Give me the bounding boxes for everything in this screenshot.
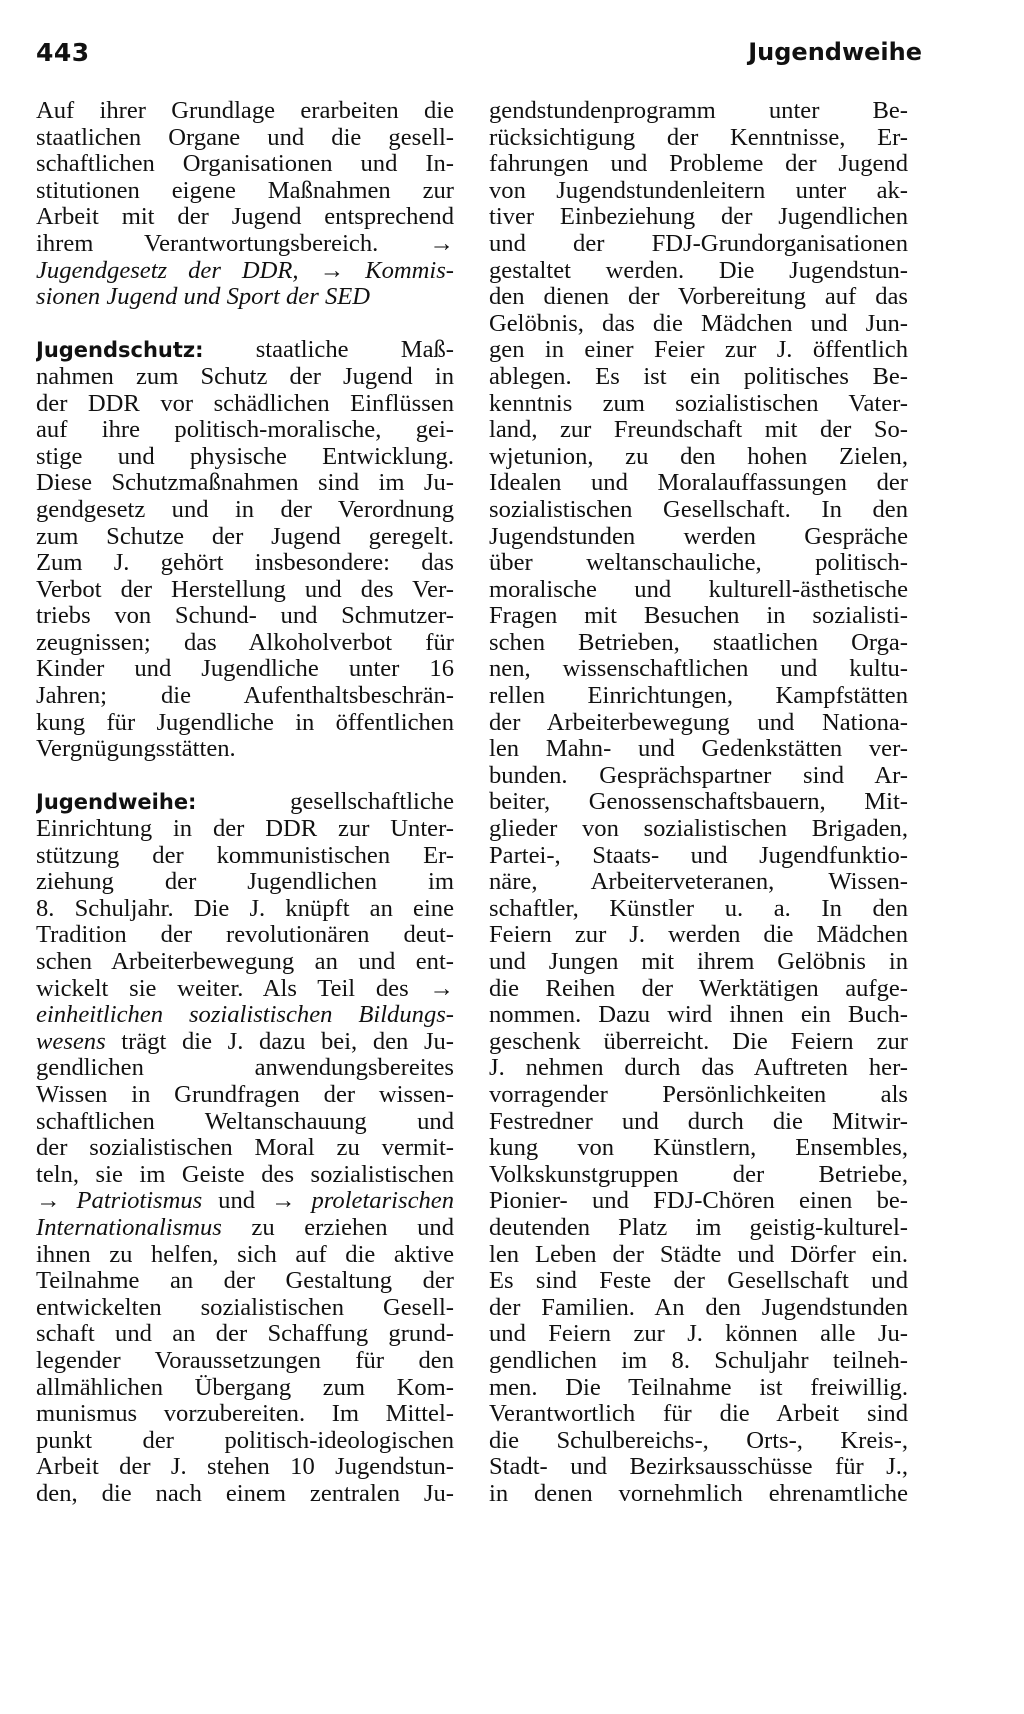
text-line (489, 1188, 908, 1215)
text-line (489, 231, 908, 258)
text-run: trägt die J. dazu bei, den Ju- (105, 1028, 454, 1055)
text-run: rellen Einrichtungen, Kampfstätten (489, 683, 908, 710)
text-line (36, 896, 454, 923)
text-line (36, 1348, 454, 1375)
cross-reference: Jugendgesetz der DDR, (36, 257, 299, 284)
text-line (489, 1454, 908, 1481)
text-run: gendlichen im 8. Schuljahr teilneh- (489, 1347, 908, 1374)
text-line (489, 178, 908, 205)
text-run: Arbeit der J. stehen 10 Jugendstun- (36, 1454, 454, 1481)
text-line (489, 98, 908, 125)
text-run: Partei-, Staats- und Jugendfunktio- (489, 842, 908, 869)
text-line (489, 550, 908, 577)
text-line (36, 284, 454, 311)
text-run: die Reihen der Werktätigen aufge- (489, 975, 908, 1002)
text-line (489, 603, 908, 630)
text-line (36, 816, 454, 843)
cross-reference: proletarischen (311, 1188, 454, 1215)
text-run: ihrem Verantwortungsbereich. → (36, 230, 454, 257)
text-line (489, 1481, 908, 1508)
text-run: len Leben der Städte und Dörfer ein. (489, 1241, 908, 1268)
text-line (36, 125, 454, 152)
text-line (36, 736, 454, 763)
text-run: schaftlichen Weltanschauung und (36, 1108, 454, 1135)
text-line (36, 789, 454, 816)
text-run: gesellschaftliche (196, 789, 454, 816)
text-line (36, 1135, 454, 1162)
text-run: Gelöbnis, das die Mädchen und Jun- (489, 310, 908, 337)
text-line (489, 1428, 908, 1455)
text-line (489, 949, 908, 976)
text-line (489, 1109, 908, 1136)
text-run: Zum J. gehört insbesondere: das (36, 550, 454, 577)
text-run: Fragen mit Besuchen in sozialisti- (489, 603, 908, 630)
text-run: schen Arbeiterbewegung an und ent- (36, 949, 454, 975)
text-line (36, 1321, 454, 1348)
text-run: und der FDJ-Grundorganisationen (489, 230, 908, 257)
text-run: auf ihre politisch-moralische, gei- (36, 417, 454, 444)
text-run: in denen vornehmlich ehrenamtliche (489, 1480, 908, 1507)
text-line (489, 816, 908, 843)
text-run: ablegen. Es ist ein politisches Be- (489, 363, 908, 390)
text-run: sozialistischen Gesellschaft. In den (489, 496, 908, 523)
cross-reference: sionen Jugend und Sport der SED (36, 284, 371, 311)
text-line (489, 789, 908, 816)
text-line (36, 683, 454, 710)
text-line (489, 630, 908, 657)
text-line (36, 444, 454, 471)
text-run: punkt der politisch-ideologischen (36, 1427, 454, 1454)
entry-headword: Jugendweihe: (36, 790, 197, 815)
text-run: Tradition der revolutionären deut- (36, 922, 454, 949)
text-line (36, 630, 454, 657)
text-line (489, 1321, 908, 1348)
text-line (489, 497, 908, 524)
text-run: Festredner und durch die Mitwir- (489, 1108, 908, 1135)
text-run: Volkskunstgruppen der Betriebe, (489, 1161, 908, 1188)
text-run: fahrungen und Probleme der Jugend (489, 151, 908, 178)
text-line (489, 1002, 908, 1029)
text-run: Feiern zur J. werden die Mädchen (489, 922, 908, 949)
text-run: men. Die Teilnahme ist freiwillig. (489, 1374, 908, 1401)
text-line (489, 204, 908, 231)
text-run: gestaltet werden. Die Jugendstun- (489, 257, 908, 284)
text-line (36, 949, 454, 976)
text-line (36, 1401, 454, 1428)
text-run: teln, sie im Geiste des sozialistischen (36, 1161, 454, 1188)
text-run: stige und physische Entwicklung. (36, 443, 454, 470)
text-run: schaftlichen Organisationen und In- (36, 151, 454, 178)
text-run: Jugendstunden werden Gespräche (489, 523, 908, 550)
text-line (489, 976, 908, 1003)
text-line (36, 603, 454, 630)
text-line (36, 391, 454, 418)
text-line (489, 444, 908, 471)
text-line (489, 656, 908, 683)
text-line (489, 524, 908, 551)
text-run: triebs von Schund- und Schmutzer- (36, 603, 454, 630)
text-run: Stadt- und Bezirksausschüsse für J., (489, 1454, 908, 1481)
cross-reference: Kommis- (365, 257, 454, 284)
text-line (36, 550, 454, 577)
text-run: und Feiern zur J. können alle Ju- (489, 1321, 908, 1348)
text-run: schen Betrieben, staatlichen Orga- (489, 629, 908, 656)
left-column (36, 98, 454, 1507)
text-run: Wissen in Grundfragen der wissen- (36, 1081, 454, 1108)
text-line (489, 417, 908, 444)
text-line (36, 1188, 454, 1215)
text-run: Jahren; die Aufenthaltsbeschrän- (36, 683, 454, 710)
text-run: und → (202, 1188, 312, 1215)
text-run: beiter, Genossenschaftsbauern, Mit- (489, 789, 908, 816)
text-run: Verantwortlich für die Arbeit sind (489, 1401, 908, 1428)
text-line (489, 337, 908, 364)
text-run: glieder von sozialistischen Brigaden, (489, 816, 908, 843)
text-line (489, 258, 908, 285)
text-line (36, 524, 454, 551)
text-run: Vergnügungsstätten. (36, 736, 236, 763)
cross-reference: einheitlichen sozialistischen Bildungs- (36, 1002, 454, 1029)
text-run: von Jugendstundenleitern unter ak- (489, 177, 908, 204)
text-line (489, 1268, 908, 1295)
text-run: bunden. Gesprächspartner sind Ar- (489, 762, 908, 789)
text-line (36, 1082, 454, 1109)
text-line (36, 843, 454, 870)
text-line (36, 1295, 454, 1322)
text-run: der Arbeiterbewegung und Nationa- (489, 709, 908, 736)
text-line (489, 1055, 908, 1082)
cross-reference: wesens (36, 1028, 106, 1055)
text-run: J. nehmen durch das Auftreten her- (489, 1055, 908, 1082)
text-line (36, 1162, 454, 1189)
text-run: nommen. Dazu wird ihnen ein Buch- (489, 1002, 908, 1029)
text-line (36, 1454, 454, 1481)
right-column (489, 98, 908, 1507)
text-line (489, 151, 908, 178)
text-line (489, 470, 908, 497)
text-line (36, 417, 454, 444)
text-line (36, 1268, 454, 1295)
paragraph-gap (36, 763, 454, 790)
running-head: Jugendweihe (748, 38, 922, 66)
text-run: staatliche Maß- (203, 337, 454, 364)
text-line (489, 1029, 908, 1056)
text-line (489, 1242, 908, 1269)
text-run: staatlichen Organe und die gesell- (36, 124, 454, 151)
text-run: näre, Arbeiterveteranen, Wissen- (489, 869, 908, 896)
text-line (489, 710, 908, 737)
text-line (489, 284, 908, 311)
text-run: über weltanschauliche, politisch- (489, 550, 908, 577)
text-line (36, 231, 454, 258)
text-run: munismus vorzubereiten. Im Mittel- (36, 1401, 454, 1428)
paragraph-gap (36, 311, 454, 338)
text-line (36, 1002, 454, 1029)
cross-reference: Patriotismus (76, 1188, 203, 1215)
text-line (489, 1135, 908, 1162)
text-run: der DDR vor schädlichen Einflüssen (36, 390, 454, 417)
text-run: der sozialistischen Moral zu vermit- (36, 1135, 454, 1162)
text-line (36, 1029, 454, 1056)
text-line (489, 683, 908, 710)
text-line (36, 470, 454, 497)
text-run: vorragender Persönlichkeiten als (489, 1081, 908, 1108)
text-line (36, 1481, 454, 1508)
text-run: zeugnissen; das Alkoholverbot für (36, 629, 454, 656)
text-line (489, 1401, 908, 1428)
text-line (36, 1055, 454, 1082)
text-run: → (298, 257, 366, 284)
text-line (489, 869, 908, 896)
text-line (36, 364, 454, 391)
text-line (489, 843, 908, 870)
text-line (36, 178, 454, 205)
text-line (36, 656, 454, 683)
text-run: gendstundenprogramm unter Be- (489, 98, 908, 124)
text-run: Teilnahme an der Gestaltung der (36, 1268, 454, 1295)
text-run: Verbot der Herstellung und des Ver- (36, 576, 454, 603)
text-run: wickelt sie weiter. Als Teil des → (36, 975, 454, 1002)
text-line (36, 922, 454, 949)
text-run: land, zur Freundschaft mit der So- (489, 417, 908, 444)
text-line (489, 577, 908, 604)
text-line (489, 736, 908, 763)
text-line (36, 337, 454, 364)
text-line (36, 1375, 454, 1402)
text-run: Diese Schutzmaßnahmen sind im Ju- (36, 470, 454, 497)
text-line (489, 391, 908, 418)
text-line (489, 1082, 908, 1109)
text-run: Auf ihrer Grundlage erarbeiten die (36, 98, 454, 124)
text-run: kung für Jugendliche in öffentlichen (36, 709, 454, 736)
text-run: len Mahn- und Gedenkstätten ver- (489, 736, 908, 763)
text-run: und Jungen mit ihrem Gelöbnis in (489, 949, 908, 975)
text-run: den dienen der Vorbereitung auf das (489, 284, 908, 311)
text-run: gendlichen anwendungsbereites (36, 1055, 454, 1082)
text-line (489, 896, 908, 923)
text-line (36, 1428, 454, 1455)
text-run: Einrichtung in der DDR zur Unter- (36, 816, 454, 843)
text-run: entwickelten sozialistischen Gesell- (36, 1294, 454, 1321)
text-run: rücksichtigung der Kenntnisse, Er- (489, 124, 908, 151)
text-line (36, 577, 454, 604)
text-line (489, 311, 908, 338)
text-line (36, 497, 454, 524)
text-line (489, 763, 908, 790)
text-run: nen, wissenschaftlichen und kultu- (489, 656, 908, 683)
text-run: geschenk überreicht. Die Feiern zur (489, 1028, 908, 1055)
text-line (36, 1109, 454, 1136)
text-run: 8. Schuljahr. Die J. knüpft an eine (36, 895, 454, 922)
text-run: ziehung der Jugendlichen im (36, 869, 454, 896)
text-run: wjetunion, zu den hohen Zielen, (489, 443, 908, 470)
text-line (36, 1215, 454, 1242)
text-run: moralische und kulturell-ästhetische (489, 576, 908, 603)
text-run: gendgesetz und in der Verordnung (36, 496, 454, 523)
text-run: zu erziehen und (221, 1214, 454, 1241)
text-run: → (36, 1188, 77, 1215)
text-run: tiver Einbeziehung der Jugendlichen (489, 204, 908, 231)
text-run: legender Voraussetzungen für den (36, 1347, 454, 1374)
text-line (489, 1375, 908, 1402)
text-line (489, 125, 908, 152)
text-run: deutenden Platz im geistig-kulturel- (489, 1214, 908, 1241)
text-line (36, 1242, 454, 1269)
text-run: schaft und an der Schaffung grund- (36, 1321, 454, 1348)
cross-reference: Internationalismus (36, 1214, 222, 1241)
text-run: gen in einer Feier zur J. öffentlich (489, 337, 908, 364)
text-line (489, 1162, 908, 1189)
text-line (36, 204, 454, 231)
text-run: Es sind Feste der Gesellschaft und (489, 1268, 908, 1295)
text-line (489, 1295, 908, 1322)
text-run: Idealen und Moralauffassungen der (489, 470, 908, 497)
text-run: Kinder und Jugendliche unter 16 (36, 656, 454, 683)
text-line (489, 1215, 908, 1242)
text-run: zum Schutze der Jugend geregelt. (36, 523, 454, 550)
text-line (36, 710, 454, 737)
text-run: Arbeit mit der Jugend entsprechend (36, 204, 454, 231)
text-line (489, 1348, 908, 1375)
text-run: schaftler, Künstler u. a. In den (489, 895, 908, 922)
text-run: den, die nach einem zentralen Ju- (36, 1480, 454, 1507)
entry-headword: Jugendschutz: (36, 338, 204, 363)
text-run: kenntnis zum sozialistischen Vater- (489, 390, 908, 417)
text-run: allmählichen Übergang zum Kom- (36, 1374, 454, 1401)
text-line (36, 976, 454, 1003)
text-run: kung von Künstlern, Ensembles, (489, 1135, 908, 1162)
text-run: ihnen zu helfen, sich auf die aktive (36, 1241, 454, 1268)
text-line (36, 151, 454, 178)
text-line (36, 869, 454, 896)
text-line (36, 98, 454, 125)
text-run: stitutionen eigene Maßnahmen zur (36, 177, 454, 204)
text-line (36, 258, 454, 285)
text-run: Pionier- und FDJ-Chören einen be- (489, 1188, 908, 1215)
text-line (489, 364, 908, 391)
page-number: 443 (36, 38, 90, 67)
text-line (489, 922, 908, 949)
text-run: nahmen zum Schutz der Jugend in (36, 363, 454, 390)
text-run: stützung der kommunistischen Er- (36, 842, 454, 869)
text-run: der Familien. An den Jugendstunden (489, 1294, 908, 1321)
text-run: die Schulbereichs-, Orts-, Kreis-, (489, 1427, 908, 1454)
